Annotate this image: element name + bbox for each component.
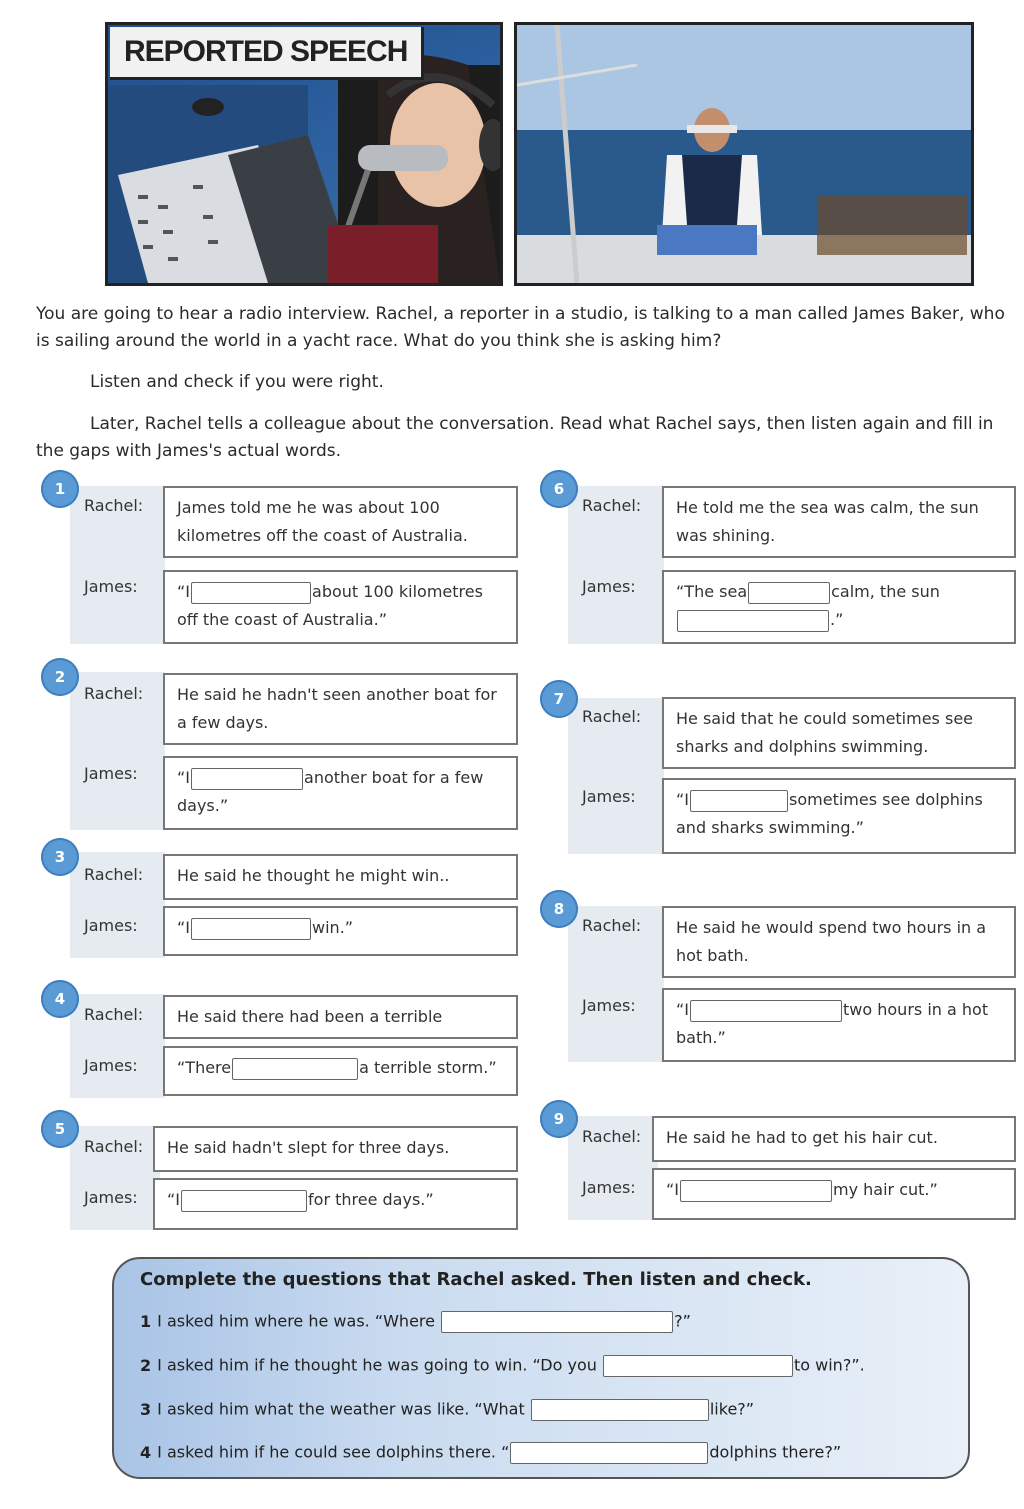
james-label: James:: [582, 996, 636, 1015]
item-number-6: 6: [540, 470, 578, 508]
rachel-label: Rachel:: [582, 1127, 642, 1146]
rachel-label: Rachel:: [582, 496, 642, 515]
rachel-label: Rachel:: [582, 707, 642, 726]
answer-gap-1[interactable]: [191, 582, 311, 604]
item-number-8: 8: [540, 890, 578, 928]
intro-paragraph: You are going to hear a radio interview. Rachel, a reporter in a studio, is talking to a man called James Baker, who is sailing around the world in a yacht race. What do you think she is asking him?: [36, 304, 1005, 351]
rachel-text-7: He said that he could sometimes see sharks and dolphins swimming.: [676, 709, 973, 756]
james-label: James:: [84, 916, 138, 935]
answer-gap-6a[interactable]: [748, 582, 830, 604]
item-number-2: 2: [41, 658, 79, 696]
listen-instruction: Listen and check if you were right.: [90, 372, 384, 392]
rachel-statement-7: [662, 697, 1016, 769]
answer-gap-4[interactable]: [232, 1058, 358, 1080]
james-quote-8: “I two hours in a hot bath.”: [662, 988, 1016, 1062]
rachel-statement-9: [652, 1116, 1016, 1162]
rachel-label: Rachel:: [582, 916, 642, 935]
james-label: James:: [84, 1188, 138, 1207]
rachel-label: Rachel:: [84, 1005, 144, 1024]
james-quote-9: “I my hair cut.”: [652, 1168, 1016, 1220]
rachel-statement-2: [163, 673, 518, 745]
rachel-statement-1: [163, 486, 518, 558]
james-quote-1: “I about 100 kilometres off the coast of Australia.”: [163, 570, 518, 644]
questions-title: Complete the questions that Rachel asked. Then listen and check.: [140, 1269, 812, 1290]
rachel-label: Rachel:: [84, 1137, 144, 1156]
rachel-statement-4: [163, 995, 518, 1039]
question-gap-4[interactable]: [510, 1442, 708, 1464]
question-1: 1 I asked him where he was. “Where ?”: [140, 1311, 691, 1333]
item-number-3: 3: [41, 838, 79, 876]
later-paragraph: Later, Rachel tells a colleague about the conversation. Read what Rachel says, then listen again and fill in the gaps with James's actual words.: [36, 414, 994, 461]
question-gap-1[interactable]: [441, 1311, 673, 1333]
item-number-4: 4: [41, 980, 79, 1018]
studio-photo: [105, 22, 503, 286]
rachel-statement-6: [662, 486, 1016, 558]
question-gap-2[interactable]: [603, 1355, 793, 1377]
james-quote-3: “I win.”: [163, 906, 518, 956]
james-quote-2: “I another boat for a few days.”: [163, 756, 518, 830]
item-number-5: 5: [41, 1110, 79, 1148]
question-2: 2 I asked him if he thought he was going to win. “Do you to win?”.: [140, 1355, 865, 1377]
answer-gap-6b[interactable]: [677, 610, 829, 632]
james-quote-7: “I sometimes see dolphins and sharks swimming.”: [662, 778, 1016, 854]
answer-gap-5[interactable]: [181, 1190, 307, 1212]
rachel-text-4: He said there had been a terrible: [177, 1007, 443, 1026]
rachel-text-5: He said hadn't slept for three days.: [167, 1138, 450, 1157]
james-label: James:: [84, 1056, 138, 1075]
question-3: 3 I asked him what the weather was like. “What like?”: [140, 1399, 754, 1421]
rachel-label: Rachel:: [84, 865, 144, 884]
rachel-statement-8: [662, 906, 1016, 978]
page-title: REPORTED SPEECH: [110, 27, 424, 80]
james-quote-6: “The sea calm, the sun.”: [662, 570, 1016, 644]
item-number-9: 9: [540, 1100, 578, 1138]
answer-gap-2[interactable]: [191, 768, 303, 790]
rachel-text-1: James told me he was about 100 kilometres off the coast of Australia.: [177, 498, 468, 545]
rachel-text-9: He said he had to get his hair cut.: [666, 1128, 938, 1147]
answer-gap-3[interactable]: [191, 918, 311, 940]
rachel-text-3: He said he thought he might win..: [177, 866, 450, 885]
questions-panel: [112, 1257, 970, 1479]
rachel-text-8: He said he would spend two hours in a hot bath.: [676, 918, 987, 965]
james-quote-4: “There a terrible storm.”: [163, 1046, 518, 1096]
question-4: 4 I asked him if he could see dolphins there. “ dolphins there?”: [140, 1442, 841, 1464]
item-number-1: 1: [41, 470, 79, 508]
james-label: James:: [582, 1178, 636, 1197]
rachel-text-2: He said he hadn't seen another boat for a few days.: [177, 685, 497, 732]
yacht-illustration: [517, 25, 971, 283]
james-label: James:: [582, 787, 636, 806]
rachel-text-6: He told me the sea was calm, the sun was shining.: [676, 498, 979, 545]
rachel-label: Rachel:: [84, 684, 144, 703]
rachel-statement-5: [153, 1126, 518, 1172]
james-quote-5: “I for three days.”: [153, 1178, 518, 1230]
rachel-statement-3: [163, 854, 518, 900]
james-label: James:: [84, 764, 138, 783]
james-label: James:: [84, 577, 138, 596]
yacht-photo: [514, 22, 974, 286]
question-gap-3[interactable]: [531, 1399, 709, 1421]
answer-gap-7[interactable]: [690, 790, 788, 812]
answer-gap-9[interactable]: [680, 1180, 832, 1202]
item-number-7: 7: [540, 680, 578, 718]
answer-gap-8[interactable]: [690, 1000, 842, 1022]
james-label: James:: [582, 577, 636, 596]
rachel-label: Rachel:: [84, 496, 144, 515]
